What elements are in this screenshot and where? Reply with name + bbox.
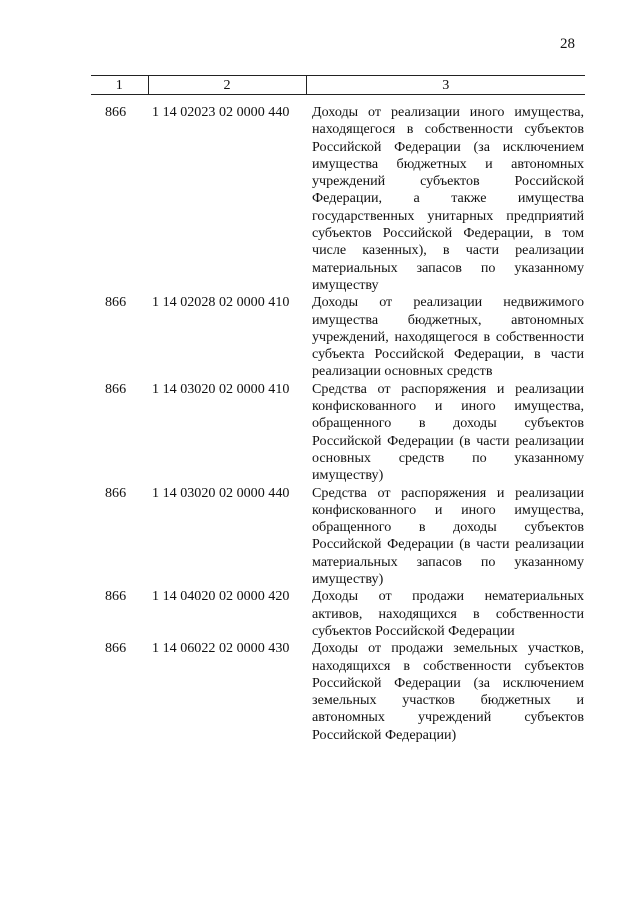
page-number: 28 <box>560 36 575 52</box>
income-code-cell: 1 14 02028 02 0000 410 <box>152 294 290 311</box>
table-row <box>91 588 585 640</box>
income-code-cell: 1 14 06022 02 0000 430 <box>152 640 290 657</box>
description-cell: Доходы от продажи нематериальных активов, находящихся в собственности субъектов Российской Федерации <box>312 588 584 639</box>
income-code-cell: 1 14 03020 02 0000 410 <box>152 380 290 397</box>
description-cell: Средства от распоряжения и реализации конфискованного и иного имущества, обращенного в доходы субъектов Российской Федерации (в части реализации материальных запасов по указанному имуществу) <box>312 484 584 588</box>
description-cell: Доходы от реализации иного имущества, находящегося в собственности субъектов Российской Федерации (за исключением имущества бюджетных и автономных учреждений субъектов Российской Федерации, а также имущества государственных унитарных предприятий субъектов Российской Федерации, в том числе казенных), в части реализации материальных запасов по указанному имуществу <box>312 104 584 293</box>
admin-code-cell: 866 <box>105 588 127 605</box>
column-header-3: 3 <box>306 76 585 95</box>
admin-code-cell: 866 <box>105 294 127 311</box>
income-code-cell: 1 14 02023 02 0000 440 <box>152 104 290 120</box>
description-cell: Средства от распоряжения и реализации конфискованного и иного имущества, обращенного в доходы субъектов Российской Федерации (в части реализации основных средств по указанному имуществу) <box>312 380 584 484</box>
admin-code-cell: 866 <box>105 640 127 657</box>
description-cell: Доходы от реализации недвижимого имущества бюджетных, автономных учреждений, находящегося в собственности субъекта Российской Федерации, в части реализации основных средств <box>312 294 584 380</box>
description-cell: Доходы от продажи земельных участков, находящихся в собственности субъектов Российской Федерации (за исключением земельных участков бюджетных и автономных учреждений субъектов Российской Федерации) <box>312 640 584 743</box>
admin-code-cell: 866 <box>105 484 127 501</box>
table-row <box>91 381 585 485</box>
income-code-cell: 1 14 04020 02 0000 420 <box>152 588 290 605</box>
table-row <box>91 640 585 744</box>
admin-code-cell: 866 <box>105 380 127 397</box>
table-body <box>91 95 585 744</box>
column-header-2: 2 <box>148 76 306 95</box>
admin-code-cell: 866 <box>105 104 127 120</box>
income-codes-table <box>91 75 585 744</box>
table-header <box>91 76 585 95</box>
column-header-1: 1 <box>91 76 148 95</box>
table-row <box>91 294 585 380</box>
table-row <box>91 485 585 589</box>
header-row <box>91 76 585 95</box>
table-row <box>91 104 585 294</box>
income-code-cell: 1 14 03020 02 0000 440 <box>152 484 290 501</box>
